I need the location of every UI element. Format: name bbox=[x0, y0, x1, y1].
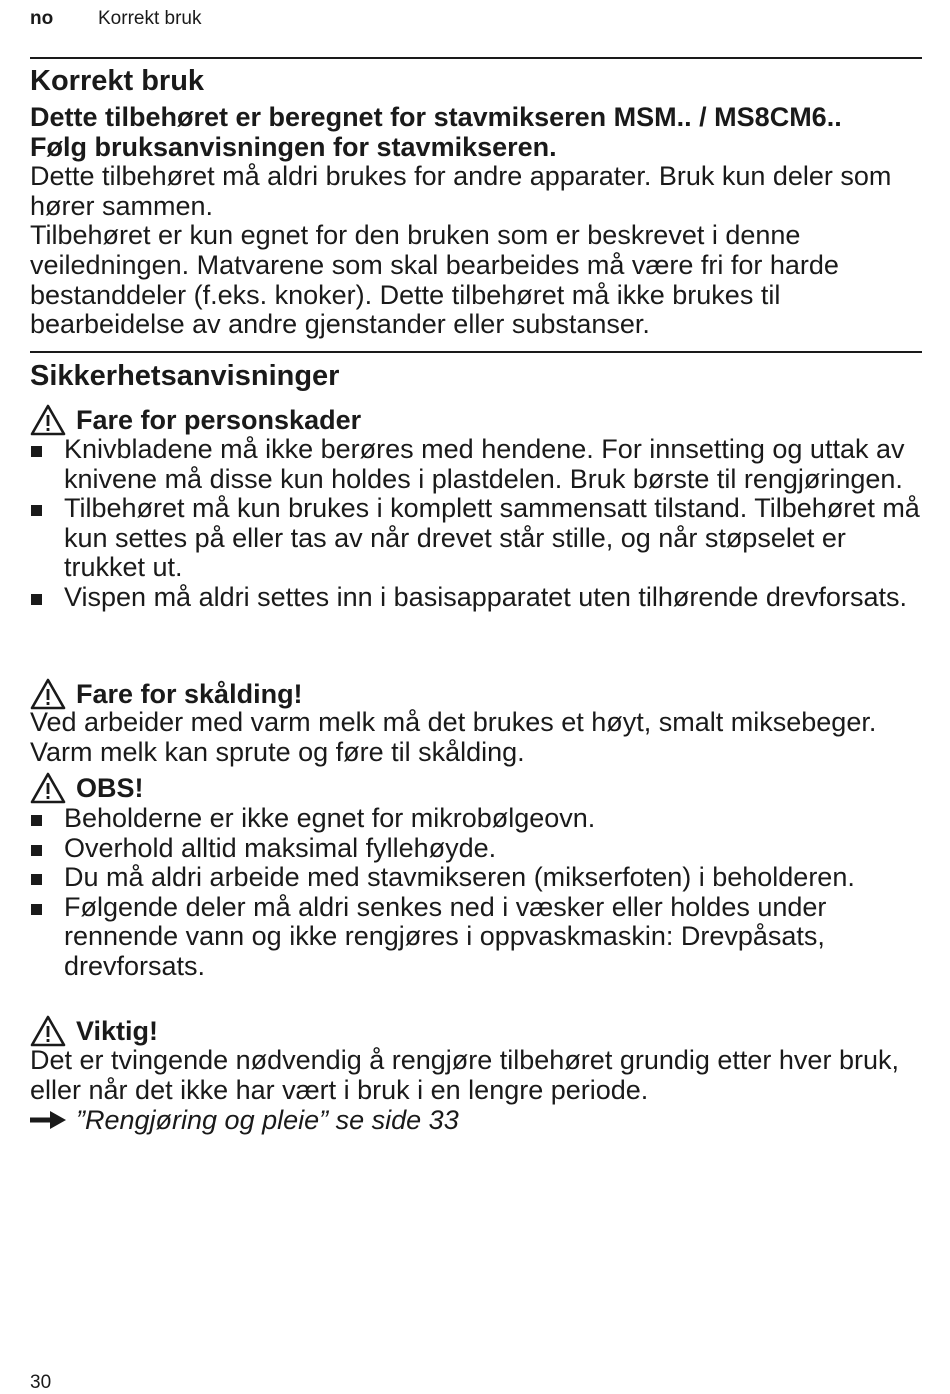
list-item bbox=[30, 804, 922, 834]
list-item-text: Tilbehøret må kun brukes i komplett sammensatt tilstand. Tilbehøret må kun settes på eller tas av når drevet står stille, og når støpselet er trukket ut. bbox=[64, 493, 920, 583]
warning-title: Fare for personskader bbox=[76, 405, 362, 435]
arrow-right-icon bbox=[30, 1111, 66, 1129]
square-bullet-icon bbox=[31, 815, 42, 826]
warning-heading-obs bbox=[30, 772, 144, 804]
list-item bbox=[30, 834, 922, 864]
warning-heading-viktig bbox=[30, 1015, 158, 1047]
square-bullet-icon bbox=[31, 505, 42, 516]
list-item bbox=[30, 583, 922, 613]
divider bbox=[30, 57, 922, 59]
bullet-list bbox=[30, 804, 922, 982]
warning-heading-personskader bbox=[30, 404, 361, 436]
list-item bbox=[30, 893, 922, 982]
square-bullet-icon bbox=[31, 594, 42, 605]
bullet-list bbox=[30, 435, 922, 613]
list-item-text: Følgende deler må aldri senkes ned i væsker eller holdes under rennende vann og ikke rengjøres i oppvaskmaskin: Drevpåsats, drevforsats. bbox=[64, 891, 827, 981]
warning-title: OBS! bbox=[76, 773, 144, 803]
list-item-text: Knivbladene må ikke berøres med hendene. For innsetting og uttak av knivene må disse kun holdes i plastdelen. Bruk børste til rengjøringen. bbox=[64, 434, 905, 494]
bold-line: Dette tilbehøret er beregnet for stavmikseren MSM.. / MS8CM6.. bbox=[30, 102, 842, 132]
intro-block bbox=[30, 103, 922, 340]
language-code: no bbox=[30, 8, 54, 29]
list-item bbox=[30, 494, 922, 583]
bold-line: Følg bruksanvisningen for stavmikseren. bbox=[30, 131, 557, 162]
running-head bbox=[30, 8, 202, 30]
warning-triangle-icon bbox=[30, 772, 66, 804]
cross-reference bbox=[30, 1105, 459, 1135]
section-heading-sikkerhet: Sikkerhetsanvisninger bbox=[30, 360, 340, 392]
section-heading-korrekt-bruk: Korrekt bruk bbox=[30, 65, 205, 97]
list-item-text: Beholderne er ikke egnet for mikrobølgeovn. bbox=[64, 803, 596, 833]
divider bbox=[30, 351, 922, 353]
list-item bbox=[30, 435, 922, 494]
paragraph: Tilbehøret er kun egnet for den bruken som er beskrevet i denne veiledningen. Matvarene som skal bearbeides må være fri for harde bestanddeler (f.eks. knoker). Dette tilbehøret må ikke brukes til bearbeidelse av andre gjenstander eller substanser. bbox=[30, 220, 839, 340]
warning-triangle-icon bbox=[30, 404, 66, 436]
warning-title: Viktig! bbox=[76, 1016, 159, 1046]
square-bullet-icon bbox=[31, 446, 42, 457]
paragraph: Dette tilbehøret må aldri brukes for andre apparater. Bruk kun deler som hører sammen. bbox=[30, 161, 892, 221]
warning-title: Fare for skålding! bbox=[76, 679, 303, 709]
running-title: Korrekt bruk bbox=[98, 8, 202, 29]
warning-triangle-icon bbox=[30, 678, 66, 710]
square-bullet-icon bbox=[31, 904, 42, 915]
page-number: 30 bbox=[30, 1372, 52, 1393]
warning-triangle-icon bbox=[30, 1015, 66, 1047]
list-item-text: Vispen må aldri settes inn i basisapparatet uten tilhørende drevforsats. bbox=[64, 581, 907, 612]
list-item bbox=[30, 863, 922, 893]
square-bullet-icon bbox=[31, 874, 42, 885]
cross-reference-text: ”Rengjøring og pleie” se side 33 bbox=[76, 1105, 459, 1135]
warning-text: Ved arbeider med varm melk må det brukes et høyt, smalt miksebeger. Varm melk kan sprute og føre til skålding. bbox=[30, 707, 877, 767]
list-item-text: Overhold alltid maksimal fyllehøyde. bbox=[64, 832, 497, 863]
square-bullet-icon bbox=[31, 845, 42, 856]
list-item-text: Du må aldri arbeide med stavmikseren (mikserfoten) i beholderen. bbox=[64, 862, 855, 893]
warning-text: Det er tvingende nødvendig å rengjøre tilbehøret grundig etter hver bruk, eller når det ikke har vært i bruk i en lengre periode. bbox=[30, 1045, 899, 1105]
warning-heading-skalding bbox=[30, 678, 303, 710]
